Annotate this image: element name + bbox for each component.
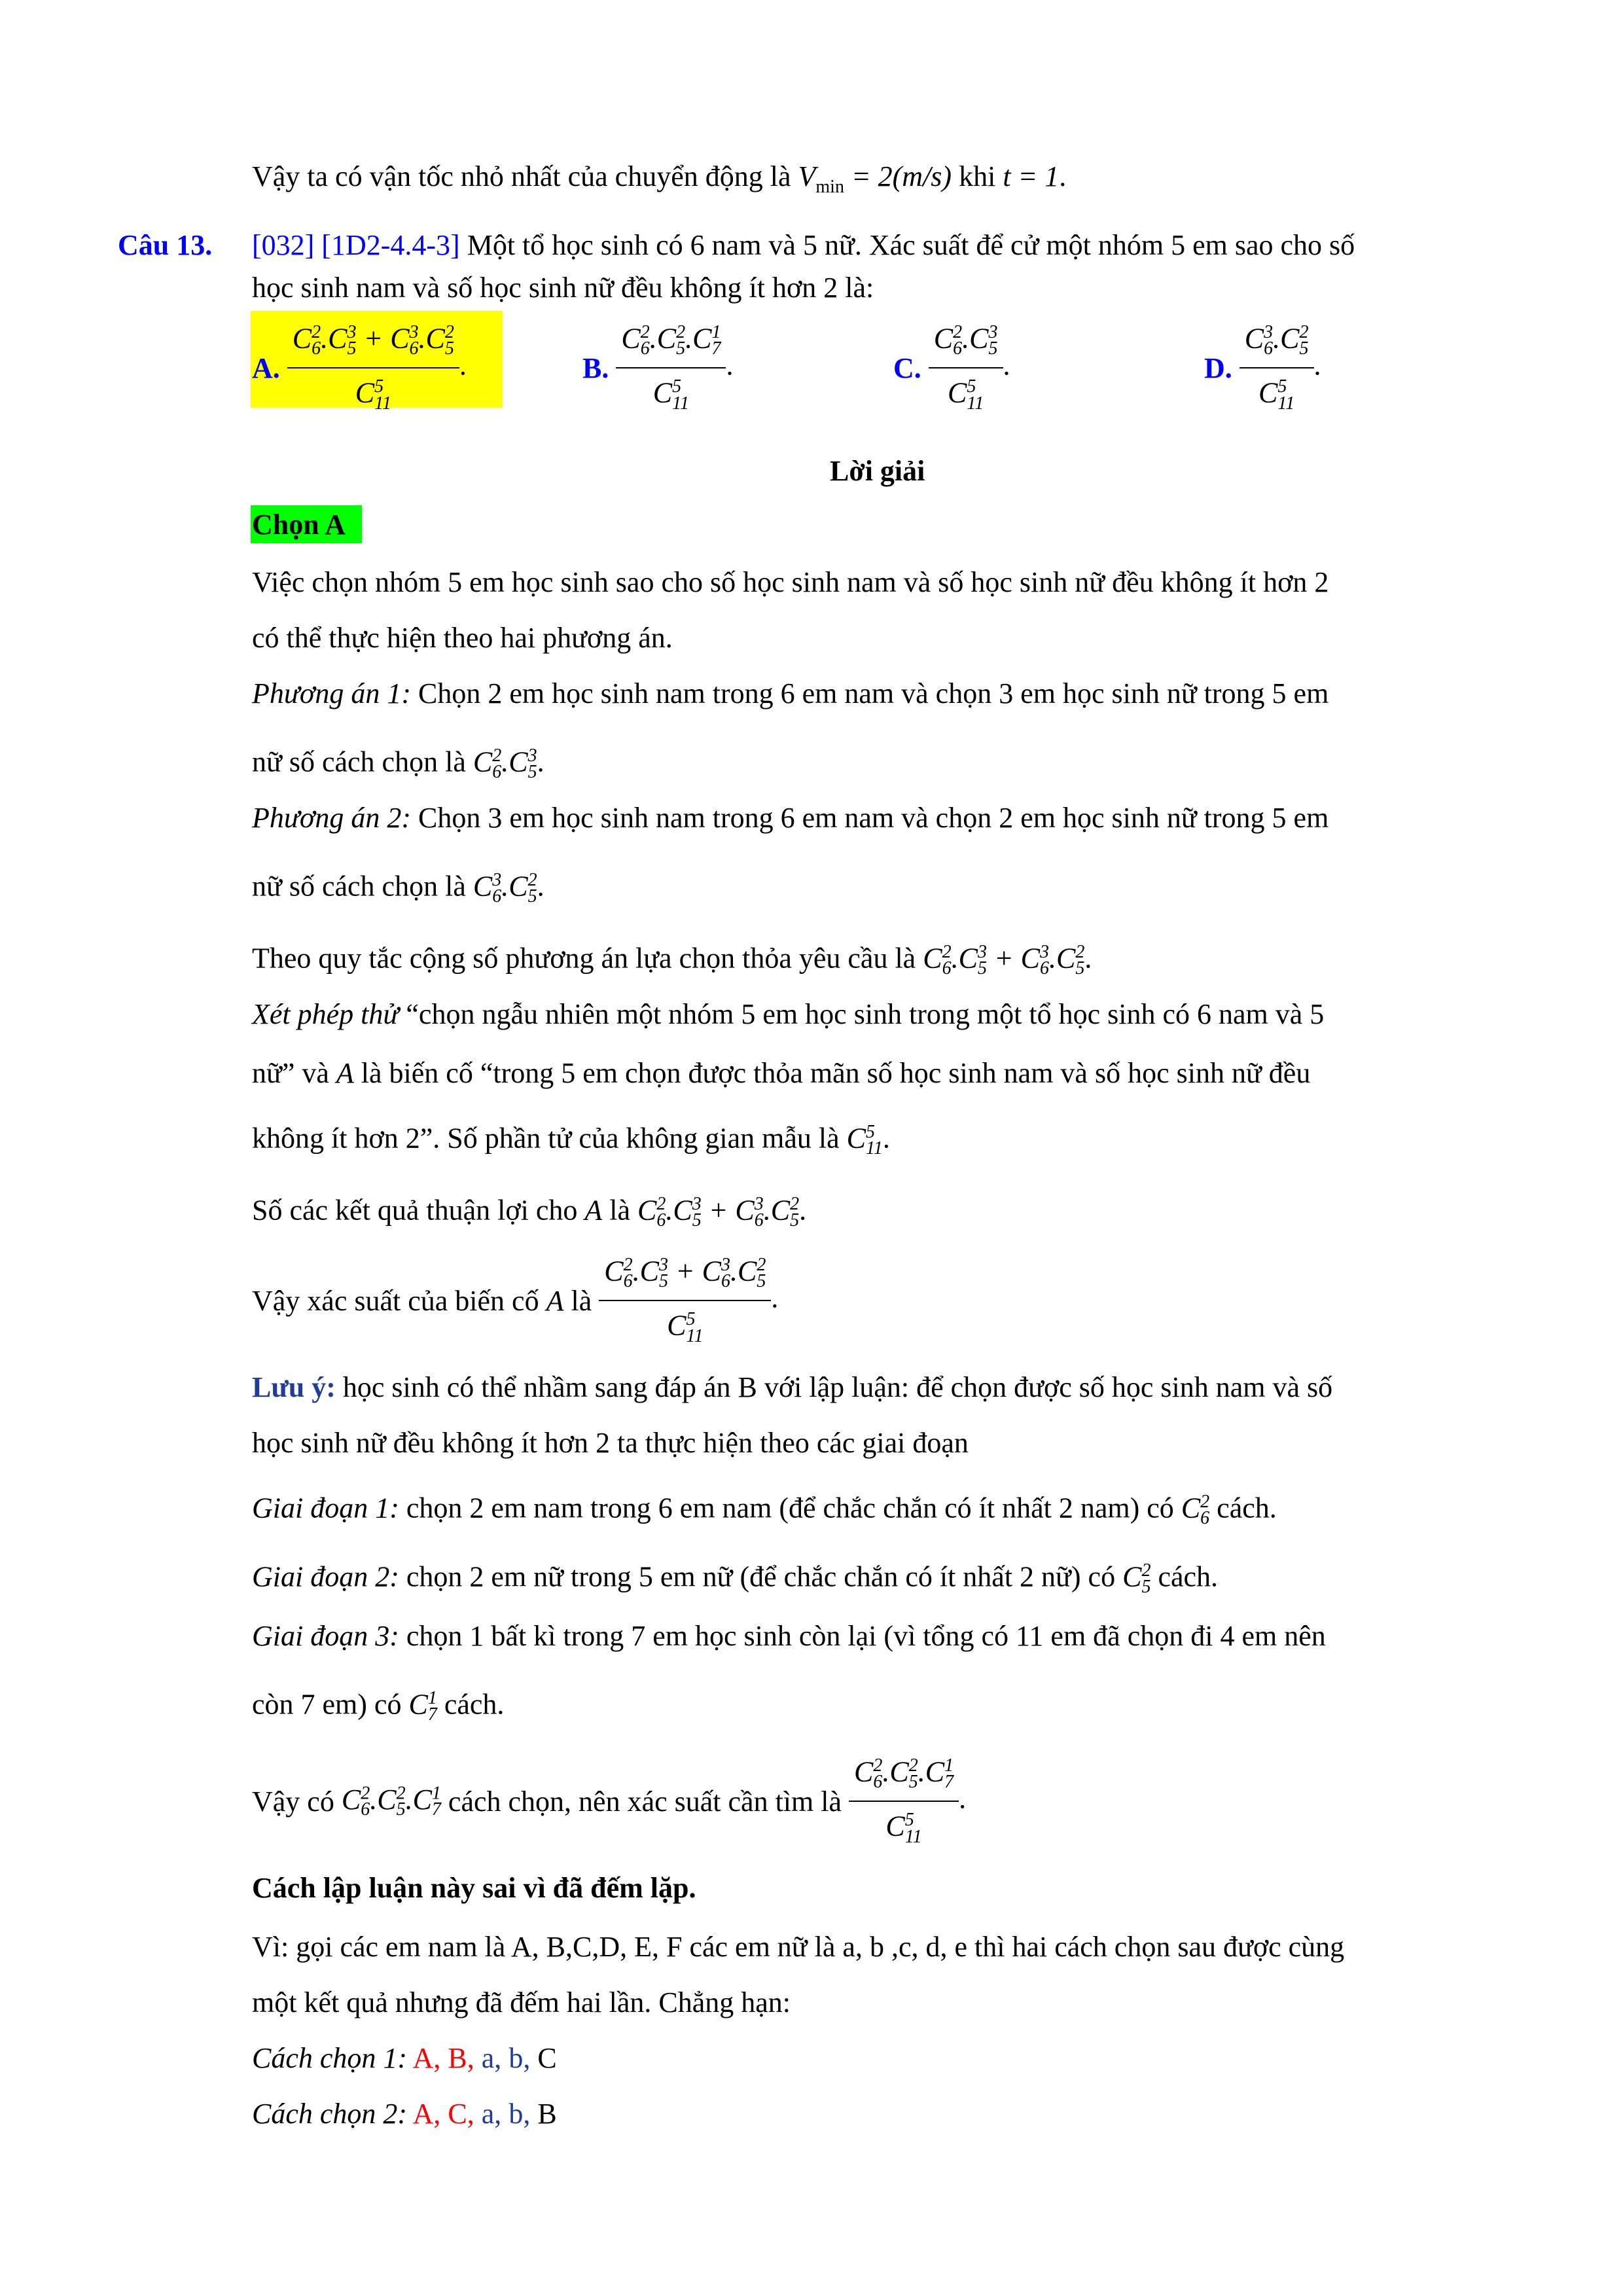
trial-line3: không ít hơn 2”. Số phần tử của không gian mẫu là $C^5_{11}$.	[252, 1122, 890, 1159]
probability-result: Vậy xác suất của biến cố A là $\frac{C^2_6.C^3_5 + C^3_6.C^2_5}{C^5_{11}}$ .	[252, 1247, 778, 1355]
wrong-conclusion: Vậy có $C^2_6.C^2_5.C^1_7$ cách chọn, nên xác suất cần tìm là $\frac{C^2_6.C^2_5.C^1_7}{C^5_{11}}$ .	[252, 1748, 966, 1856]
velocity-formula: $V_{min} = 2(m/s)$	[798, 160, 952, 197]
stage1: Giai đoạn 1: chọn 2 em nam trong 6 em nam (để chắc chắn có ít nhất 2 nam) có $C^2_6$ cách.	[252, 1492, 1277, 1529]
explanation-line2: một kết quả nhưng đã đếm hai lần. Chẳng hạn:	[252, 1986, 791, 2018]
plan2-line2: nữ số cách chọn là $C^3_6.C^2_5$.	[252, 870, 544, 907]
wrong-probability-fraction: $\frac{C^2_6.C^2_5.C^1_7}{C^5_{11}}$	[849, 1748, 959, 1856]
chosen-answer: Chọn A	[252, 509, 346, 541]
solution-p1-line2: có thể thực hiện theo hai phương án.	[252, 622, 673, 654]
probability-fraction: $\frac{C^2_6.C^3_5 + C^3_6.C^2_5}{C^5_{11}}$	[599, 1247, 771, 1355]
stage2: Giai đoạn 2: chọn 2 em nữ trong 5 em nữ (để chắc chắn có ít nhất 2 nữ) có $C^2_5$ cách.	[252, 1560, 1219, 1598]
trial-line1: Xét phép thử “chọn ngẫu nhiên một nhóm 5 em học sinh trong một tổ học sinh có 6 nam và 5	[252, 998, 1325, 1030]
stage3-line2: còn 7 em) có $C^1_7$ cách.	[252, 1688, 505, 1725]
option-b[interactable]: B. $\frac{C^2_6.C^2_5.C^1_7}{C^5_{11}}$ .	[582, 314, 733, 422]
question-text: [032] [1D2-4.4-3] Một tổ học sinh có 6 nam và 5 nữ. Xác suất để cử một nhóm 5 em sao cho số	[252, 229, 1355, 261]
question-text-line2: học sinh nam và số học sinh nữ đều không ít hơn 2 là:	[252, 272, 874, 304]
trial-line2: nữ” và A là biến cố “trong 5 em chọn được thỏa mãn số học sinh nam và số học sinh nữ đều	[252, 1057, 1311, 1089]
double-count-warning: Cách lập luận này sai vì đã đếm lặp.	[252, 1872, 696, 1904]
note-line1: Lưu ý: học sinh có thể nhầm sang đáp án B với lập luận: để chọn được số học sinh nam và số	[252, 1371, 1333, 1403]
option-a-fraction: $\frac{C^2_6.C^3_5 + C^3_6.C^2_5}{C^5_{11}}$	[287, 314, 459, 422]
explanation-line1: Vì: gọi các em nam là A, B,C,D, E, F các em nữ là a, b ,c, d, e thì hai cách chọn sau được cùng	[252, 1931, 1345, 1963]
option-d-fraction: $\frac{C^3_6.C^2_5}{C^5_{11}}$	[1240, 314, 1314, 422]
plan1-line2: nữ số cách chọn là $C^2_6.C^3_5$.	[252, 745, 544, 783]
stage3-line1: Giai đoạn 3: chọn 1 bất kì trong 7 em học sinh còn lại (vì tổng có 11 em đã chọn đi 4 em nên	[252, 1620, 1326, 1652]
option-c[interactable]: C. $\frac{C^2_6.C^3_5}{C^5_{11}}$ .	[893, 314, 1010, 422]
velocity-conclusion: Vậy ta có vận tốc nhỏ nhất của chuyển động là $V_{min} = 2(m/s)$ khi t = 1.	[252, 160, 1067, 197]
option-c-fraction: $\frac{C^2_6.C^3_5}{C^5_{11}}$	[929, 314, 1003, 422]
note-line2: học sinh nữ đều không ít hơn 2 ta thực hiện theo các giai đoạn	[252, 1427, 969, 1459]
solution-p1-line1: Việc chọn nhóm 5 em học sinh sao cho số học sinh nam và số học sinh nữ đều không ít hơn 2	[252, 566, 1329, 598]
option-d[interactable]: D. $\frac{C^3_6.C^2_5}{C^5_{11}}$ .	[1204, 314, 1321, 422]
question-tags: [032] [1D2-4.4-3]	[252, 229, 460, 261]
favorable-outcomes: Số các kết quả thuận lợi cho A là $C^2_6.C^3_5 + C^3_6.C^2_5$.	[252, 1194, 807, 1231]
option-b-fraction: $\frac{C^2_6.C^2_5.C^1_7}{C^5_{11}}$	[616, 314, 726, 422]
selection-way-2: Cách chọn 2: A, C, a, b, B	[252, 2098, 557, 2130]
question-label: Câu 13.	[118, 229, 213, 261]
solution-heading: Lời giải	[830, 455, 925, 487]
addition-rule: Theo quy tắc cộng số phương án lựa chọn thỏa yêu cầu là $C^2_6.C^3_5 + C^3_6.C^2_5$.	[252, 942, 1092, 979]
plan1-line1: Phương án 1: Chọn 2 em học sinh nam trong 6 em nam và chọn 3 em học sinh nữ trong 5 em	[252, 677, 1329, 709]
selection-way-1: Cách chọn 1: A, B, a, b, C	[252, 2042, 557, 2074]
plan2-line1: Phương án 2: Chọn 3 em học sinh nam trong 6 em nam và chọn 2 em học sinh nữ trong 5 em	[252, 802, 1329, 834]
option-a[interactable]: A. $\frac{C^2_6.C^3_5 + C^3_6.C^2_5}{C^5_{11}}$ .	[252, 314, 467, 422]
